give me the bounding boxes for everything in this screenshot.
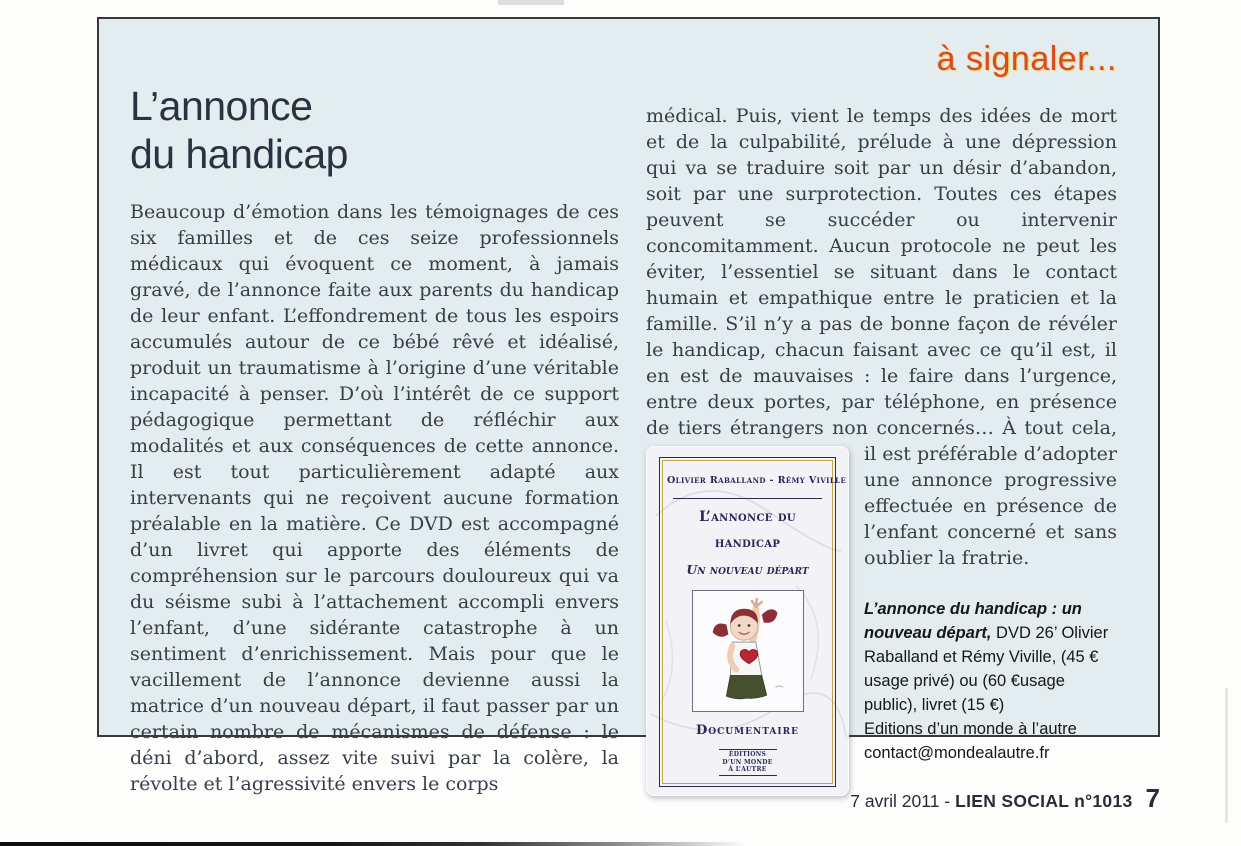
article-body-right-wrap: cela, il est préférable d’adopter une annonce progressive effectuée en présence de l’enfant concerné et sans oublier la fratrie. — [864, 417, 1117, 569]
article-title — [130, 83, 619, 178]
caption-work-title: L’annonce du handicap : un nouveau départ, — [864, 600, 1082, 642]
left-column — [130, 19, 619, 802]
dvd-title: L’annonce du handicap — [699, 509, 796, 551]
publisher-logo-line2: D’UN MONDE — [722, 758, 773, 766]
article-title-line1: L’annonce — [130, 83, 313, 129]
footer-date: 7 avril 2011 - — [850, 791, 951, 811]
dvd-genre: Documentaire — [696, 723, 799, 738]
publisher-logo-line1: ÉDITIONS — [728, 751, 767, 758]
girl-illustration-icon — [693, 591, 803, 711]
dvd-cover-inner-frame — [662, 460, 847, 784]
dvd-cover-frame — [659, 457, 847, 787]
caption-details: DVD 26’ Olivier Raballand et Rémy Viville, (45 € usage privé) ou (60 €usage public), livret (15 €) — [864, 624, 1109, 714]
caption-publisher: Editions d’un monde à l’autre — [864, 720, 1077, 738]
right-column — [646, 19, 1117, 802]
scan-artifact-page-edge — [1225, 688, 1228, 823]
caption-email: contact@mondealautre.fr — [864, 744, 1050, 762]
section-label: à signaler... — [936, 40, 1117, 78]
publisher-logo — [719, 749, 777, 776]
dvd-cover — [646, 446, 849, 796]
article-body-right-start: médical. Puis, vient le temps des idées de mort et de la culpabilité, prélude à une dépression qui va se traduire soit par un désir d’abandon, soit par une surprotection. Toutes ces étapes peuvent se succéder ou intervenir concomitamment. Aucun protocole ne peut les éviter, l’essentiel se situant dans le contact humain et empathique entre le praticien et la famille. S’il n’y a pas de bonne façon de révéler le handicap, chacun faisant avec ce qu’il est, il en est de mauvaises : le faire dans l’urgence, entre deux portes, par téléphone, en présence de tiers étrangers non concernés… À tout — [646, 105, 1117, 439]
page-footer — [850, 783, 1160, 814]
dvd-rule — [673, 498, 822, 499]
girl-with-heart-illustration — [692, 590, 804, 712]
dvd-subtitle: Un nouveau départ — [686, 562, 809, 577]
dvd-cover-box — [646, 446, 849, 796]
article-columns — [130, 19, 1127, 802]
footer-journal-name: LIEN SOCIAL n°1013 — [955, 791, 1133, 811]
scan-artifact-bottom-bar — [0, 842, 745, 846]
footer-page-number: 7 — [1145, 783, 1160, 813]
article-body-left: Beaucoup d’émotion dans les témoignages de ces six familles et de ces seize professionnels médicaux qui évoquent ce moment, à jamais gravé, de l’annonce faite aux parents du handicap de leur enfant. L’effondrement de tous les espoirs accumulés autour de ce bébé rêvé et idéalisé, produit un traumatisme à l’origine d’une véritable incapacité à penser. D’où l’intérêt de ce support pédagogique permettant de réfléchir aux modalités et aux conséquences de cette annonce. Il est tout particulièrement adapté aux intervenants qui ne reçoivent aucune formation préalable en la matière. Ce DVD est accompagné d’un livret qui apporte des éléments de compréhension sur le parcours douloureux qui va du séisme subi à l’attachement accompli envers l’enfant, d’une sidérante catastrophe à un sentiment d’enrichissement. Mais pour que le vacillement de l’annonce devienne aussi la matrice d’un nouveau départ, il faut passer par un certain nombre de mécanismes de défense : le déni d’abord, assez vite suivi par la colère, la révolte et l’agressivité envers le corps — [130, 201, 619, 796]
dvd-authors: Olivier Raballand - Rémy Viville — [667, 475, 847, 486]
publisher-logo-line3: À L’AUTRE — [728, 766, 767, 773]
scan-smudge-top — [498, 0, 564, 5]
article-title-line2: du handicap — [130, 130, 348, 177]
content-panel — [97, 17, 1160, 796]
